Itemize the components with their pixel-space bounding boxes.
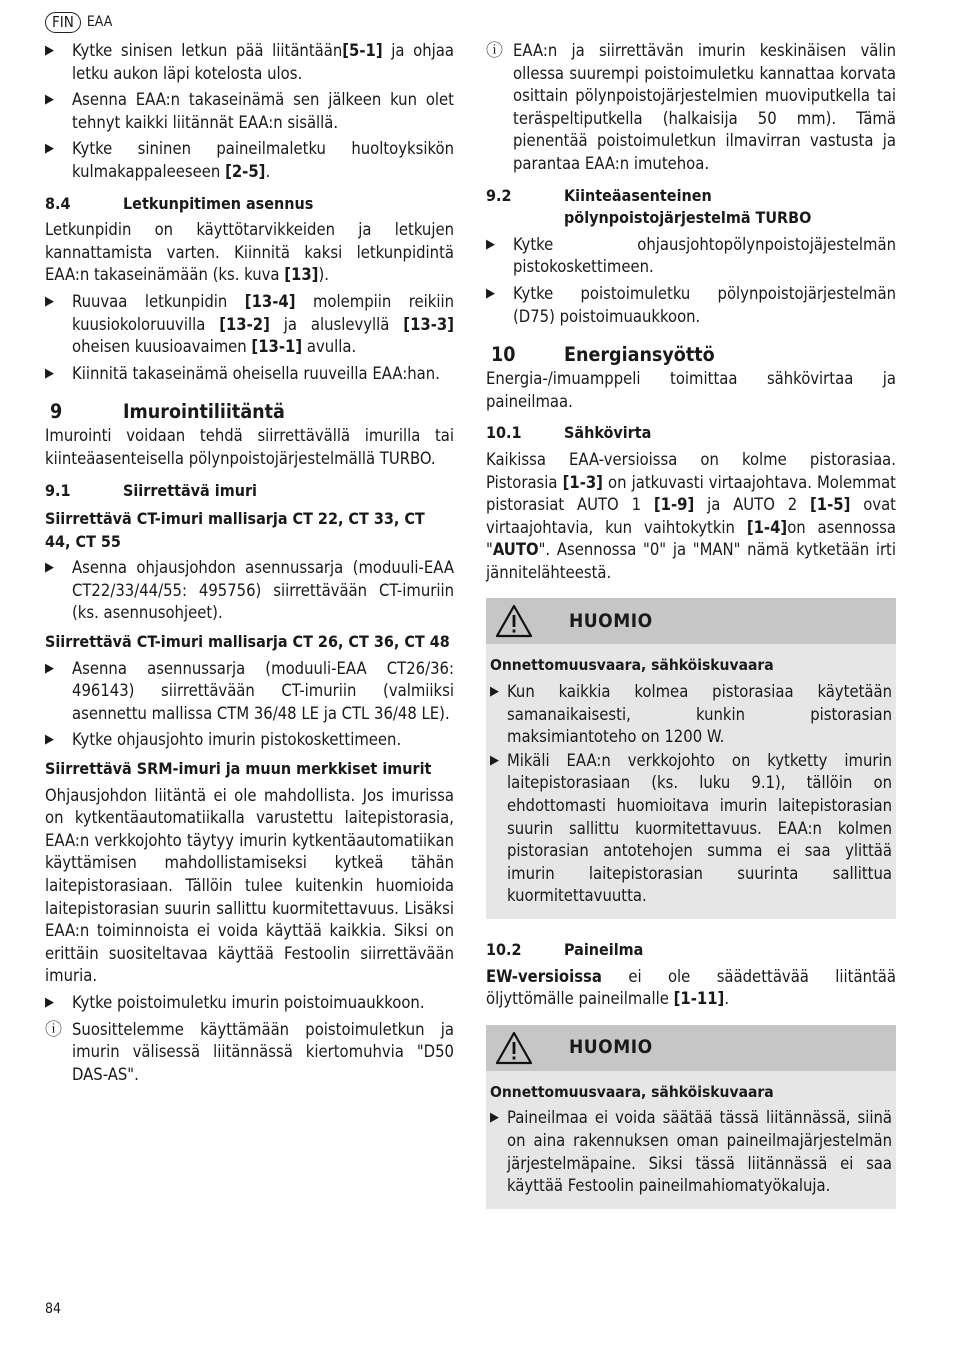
subheading: Siirrettävä CT-imuri mallisarja CT 22, CT 33, CT 44, CT 55 [45,509,425,551]
section-heading-8-4: 8.4 Letkunpitimen asennus [45,193,314,213]
warning-title: HUOMIO [569,610,653,633]
arrow-bullet-icon: ▶ [45,43,54,58]
section-heading-10-1: 10.1 Sähkövirta [486,423,652,443]
subheading: Siirrettävä CT-imuri mallisarja CT 26, CT 36, CT 48 [45,632,450,652]
section-heading-10-2: 10.2 Paineilma [486,940,644,959]
list-item: ▶ Kytke ohjausjohto imurin pistokoskettimeen. [45,729,454,752]
arrow-bullet-icon: ▶ [490,1110,499,1126]
warning-box [486,598,896,919]
paragraph: EW-versioissa ei ole säädettävää liitäntää öljyttömälle paineilmalle [1-11]. [486,966,896,1009]
warning-title: HUOMIO [569,1036,653,1059]
paragraph: Imurointi voidaan tehdä siirrettävällä imurilla tai kiinteäasenteisella pölynpoistojärjestelmällä TURBO. [45,426,454,468]
info-note: ⓘ EAA:n ja siirrettävän imurin keskinäisen välin ollessa suurempi poistoimuletku kannattaa korvata osittain pölynpoistojärjestelmien muoviputkella tai teräspeltiputkella (halkaisija 50 mm). Tämä pienentää poistoimuletkun ilmavirran vastusta ja parantaa EAA:n imutehoa. [486,41,896,173]
paragraph: Letkunpidin on käyttötarvikkeiden ja letkujen kannattamista varten. Kiinnitä kaksi letkunpidintä EAA:n takaseinämään (ks. kuva [13]). [45,220,454,285]
arrow-bullet-icon: ▶ [45,660,54,676]
arrow-bullet-icon: ▶ [45,560,54,576]
warning-box [486,1025,896,1209]
info-icon: ⓘ [45,1019,62,1040]
left-column [45,40,454,1090]
list-item: ▶ Kytke ohjausjohtopölynpoistojäjestelmän pistokoskettimeen. [486,234,896,277]
arrow-bullet-icon: ▶ [45,293,54,309]
section-heading-9-2: 9.2 Kiinteäasenteinen pölynpoistojärjestelmä TURBO [486,185,812,228]
subheading: Siirrettävä SRM-imuri ja muun merkkiset imurit [45,759,432,779]
paragraph: Ohjausjohdon liitäntä ei ole mahdollista. Jos imurissa on kytkentäautomatiikalla varustettu laitepistorasia, EAA:n verkkojohto täytyy imurin kytkentäautomatiikan käyttämisen mahdollistamiseksi kytkeä tähän laitepistorasiaan. Tällöin tulee kuitenkin huomioida laitepistorasian suurin sallittu kuormitettavuus. Lisäksi EAA:n toiminnoista ei voida käyttää kaikkia. Siksi on erittäin suositeltavaa käyttää Festoolin siirrettävään imuria. [45,785,454,986]
list-item: ▶ Kytke sinisen letkun pää liitäntään[5-1] ja ohjaa letku aukon läpi kotelosta ulos. [45,41,454,83]
list-item: ▶ Kiinnitä takaseinämä oheisella ruuveilla EAA:han. [45,363,454,386]
arrow-bullet-icon: ▶ [490,684,499,700]
arrow-bullet-icon: ▶ [490,752,499,768]
arrow-bullet-icon: ▶ [45,732,54,748]
arrow-bullet-icon: ▶ [45,994,54,1010]
section-heading-9-1: 9.1 Siirrettävä imuri [45,480,257,500]
warning-subtitle: Onnettomuusvaara, sähköiskuvaara [490,656,774,675]
arrow-bullet-icon: ▶ [45,92,54,108]
arrow-bullet-icon: ▶ [45,365,54,381]
section-heading-10: 10 Energiansyöttö [491,343,715,367]
list-item: ▶ Asenna ohjausjohdon asennussarja (moduuli-EAA CT22/33/44/55: 495756) siirrettävään CT-imuriin (ks. asennusohjeet). [45,558,454,623]
list-item: ▶ Kytke poistoimuletku pölynpoistojärjestelmän (D75) poistoimuaukkoon. [486,283,896,326]
language-badge: FIN [45,12,81,33]
list-item: ▶ Kytke poistoimuletku imurin poistoimuaukkoon. [45,992,454,1015]
product-name: EAA [86,14,113,30]
warning-subtitle: Onnettomuusvaara, sähköiskuvaara [490,1082,774,1101]
list-item: ▶ Kytke sininen paineilmaletku huoltoyksikön kulmakappaleeseen [2-5]. [45,139,454,181]
section-heading-9: 9 Imurointiliitäntä [50,400,285,424]
page-number: 84 [45,1301,62,1317]
list-item: ▶ Asenna EAA:n takaseinämä sen jälkeen kun olet tehnyt kaikki liitännät EAA:n sisällä. [45,90,454,132]
info-note: ⓘ Suosittelemme käyttämään poistoimuletkun ja imurin välisessä liitännässä kiertomuhvia "D50 DAS-AS". [45,1019,454,1084]
arrow-bullet-icon: ▶ [486,236,495,252]
paragraph: Energia-/imuamppeli toimittaa sähkövirtaa ja paineilmaa. [486,369,896,411]
list-item: ▶ Ruuvaa letkunpidin [13-4] molempiin reikiin kuusiokoloruuvilla [13-2] ja aluslevyllä [13-3] oheisen kuusioavaimen [13-1] avulla. [45,291,455,357]
arrow-bullet-icon: ▶ [486,285,495,301]
warning-header [486,1025,896,1071]
arrow-bullet-icon: ▶ [45,141,54,157]
paragraph: Kaikissa EAA-versioissa on kolme pistorasiaa. Pistorasia [1-3] on jatkuvasti virtaajohtava. Molemmat pistorasiat AUTO 1 [1-9] ja AUTO 2 [1-5] ovat virtaajohtavia, kun vaihtokytkin [1-4]on asennossa "AUTO". Asennossa "0" ja "MAN" nämä kytketään irti jännitelähteestä. [486,449,896,582]
warning-header [486,598,896,644]
page-header [45,12,112,33]
list-item: ▶ Asenna asennussarja (moduuli-EAA CT26/36: 496143) siirrettävään CT-imuriin (valmiiksi asennettu mallissa CTM 36/48 LE ja CTL 36/48 LE). [45,658,454,723]
right-column [486,40,896,1209]
list-item: ▶ Mikäli EAA:n verkkojohto on kytketty imurin laitepistorasiaan (ks. luku 9.1), tällöin on ehdottomasti huomioitava imurin laitepistorasian suurin sallittu kuormitettavuus. EAA:n kolmen pistorasian antotehojen summa ei saa ylittää imurin laitepistorasian suurinta sallittua kuormitettavuutta. [490,750,892,906]
info-icon: ⓘ [486,41,503,61]
list-item: ▶ Paineilmaa ei voida säätää tässä liitännässä, siinä on aina rakennuksen oman paineilmajärjestelmän järjestelmäpaine. Siksi tässä liitännässä ei saa käyttää Festoolin paineilmahiomatyökaluja. [490,1108,892,1196]
list-item: ▶ Kun kaikkia kolmea pistorasiaa käytetään samanaikaisesti, kunkin pistorasian maksimiantoteho on 1200 W. [490,682,892,747]
